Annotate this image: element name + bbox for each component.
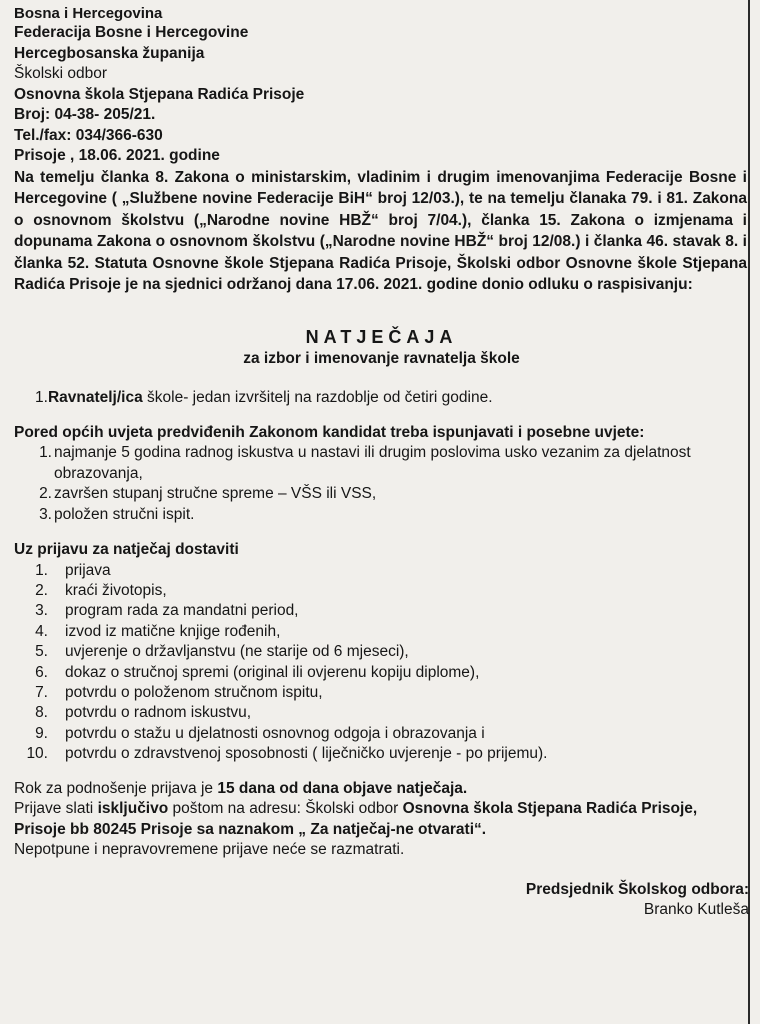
item-text: potvrdu o radnom iskustvu,	[65, 704, 252, 722]
item-number: 8.	[35, 704, 48, 722]
header-place-date: Prisoje , 18.06. 2021. godine	[14, 147, 220, 164]
item-text: završen stupanj stručne spreme – VŠS ili VSS,	[54, 485, 377, 502]
requirements-list	[14, 443, 749, 525]
item-number: 2.	[35, 581, 48, 599]
list-item	[14, 505, 749, 526]
item-text: kraći životopis,	[65, 581, 167, 599]
item-text: uvjerenje o državljanstvu (ne starije od 6 mjeseci),	[65, 643, 409, 661]
list-item	[14, 683, 749, 703]
item-text: potvrdu o položenom stručnom ispitu,	[65, 683, 323, 701]
item-text: potvrdu o zdravstvenoj sposobnosti ( liječničko uvjerenje - po prijemu).	[65, 745, 548, 763]
item-number: 7.	[35, 683, 48, 701]
deadline-period: 15 dana od dana objave natječaja.	[217, 779, 468, 797]
item-number: 9.	[35, 724, 48, 742]
item-text: najmanje 5 godina radnog iskustva u nastavi ili drugim poslovima usko vezanim za djelatnost obrazovanja,	[54, 444, 691, 482]
item-number: 2.	[39, 485, 52, 502]
position-number: 1.	[35, 388, 48, 406]
list-item	[14, 601, 749, 621]
list-item	[14, 724, 749, 744]
notice-content	[14, 4, 749, 920]
header-federation: Federacija Bosne i Hercegovine	[14, 24, 249, 41]
header-canton: Hercegbosanska županija	[14, 44, 205, 62]
notice-title-block	[14, 326, 749, 369]
item-number: 10.	[26, 745, 48, 763]
header-country: Bosna i Hercegovina	[14, 5, 163, 22]
intro-paragraph: Na temelju članka 8. Zakona o ministarskim, vladinim i drugim imenovanjima Federacije Bosne i Hercegovine ( „Službene novine Federacije BiH“ broj 12/03.), te na temelju članaka 79. i 81. Zakona o osnovnom školstvu („Narodne novine HBŽ“ broj 7/04.), članka 15. Zakona o izmjenama i dopunama Zakona o osnovnom školstvu („Narodne novine HBŽ“ broj 12/08.) i članka 46. stavak 8. i članka 52. Statuta Osnovne škole Stjepana Radića Prisoje, Školski odbor Osnovne škole Stjepana Radića Prisoje je na sjednici održanoj dana 17.06. 2021. godine donio odluku o raspisivanju:	[14, 168, 747, 293]
item-number: 1.	[35, 561, 48, 579]
list-item	[14, 561, 749, 581]
list-item	[14, 622, 749, 642]
mailing-paragraph	[14, 799, 749, 840]
item-number: 1.	[39, 444, 52, 461]
mailing-text: Prijave slati	[14, 800, 98, 818]
header-board: Školski odbor	[14, 65, 108, 82]
list-item	[14, 744, 749, 764]
item-text: potvrdu o stažu u djelatnosti osnovnog odgoja i obrazovanja i	[65, 724, 485, 742]
item-text: dokaz o stručnoj spremi (original ili ovjerenu kopiju diplome),	[65, 663, 480, 681]
item-number: 4.	[35, 622, 48, 640]
header-school: Osnovna škola Stjepana Radića Prisoje	[14, 85, 305, 103]
requirements-heading: Pored općih uvjeta predviđenih Zakonom kandidat treba ispunjavati i posebne uvjete:	[14, 423, 645, 441]
list-item	[14, 443, 749, 484]
mailing-text: poštom na adresu: Školski odbor	[168, 800, 403, 818]
documents-list	[14, 561, 749, 765]
position-description: škole- jedan izvršitelj na razdoblje od četiri godine.	[142, 388, 493, 406]
deadline-line	[14, 779, 749, 800]
item-number: 6.	[35, 663, 48, 681]
item-text: program rada za mandatni period,	[65, 602, 299, 620]
mailing-emphasis: isključivo	[97, 800, 169, 818]
incomplete-notice: Nepotpune i nepravovremene prijave neće se razmatrati.	[14, 841, 405, 859]
item-number: 5.	[35, 643, 48, 661]
mailing-address: Osnovna škola Stjepana Radića Prisoje, Prisoje bb 80245 Prisoje sa naznakom „ Za natječaj-ne otvarati“.	[14, 800, 698, 838]
notice-subtitle: za izbor i imenovanje ravnatelja škole	[243, 349, 520, 367]
signature-block	[14, 880, 749, 920]
list-item	[14, 663, 749, 683]
list-item	[14, 703, 749, 723]
item-number: 3.	[35, 602, 48, 620]
item-number: 3.	[39, 505, 52, 523]
item-text: prijava	[65, 561, 111, 579]
list-item	[14, 484, 749, 505]
signature-name: Branko Kutleša	[643, 900, 749, 918]
signature-role: Predsjednik Školskog odbora:	[525, 880, 749, 898]
closing-block	[14, 779, 749, 861]
header-phone: Tel./fax: 034/366-630	[14, 126, 163, 144]
list-item	[14, 581, 749, 601]
item-text: položen stručni ispit.	[54, 505, 195, 523]
item-text: izvod iz matične knjige rođenih,	[65, 622, 281, 640]
documents-heading: Uz prijavu za natječaj dostaviti	[14, 541, 239, 558]
position-line	[14, 388, 749, 408]
list-item	[14, 642, 749, 662]
position-name: Ravnatelj/ica	[47, 388, 143, 406]
notice-title: NATJEČAJA	[305, 326, 458, 347]
deadline-text: Rok za podnošenje prijava je	[14, 779, 218, 797]
header-number: Broj: 04-38- 205/21.	[14, 106, 156, 123]
